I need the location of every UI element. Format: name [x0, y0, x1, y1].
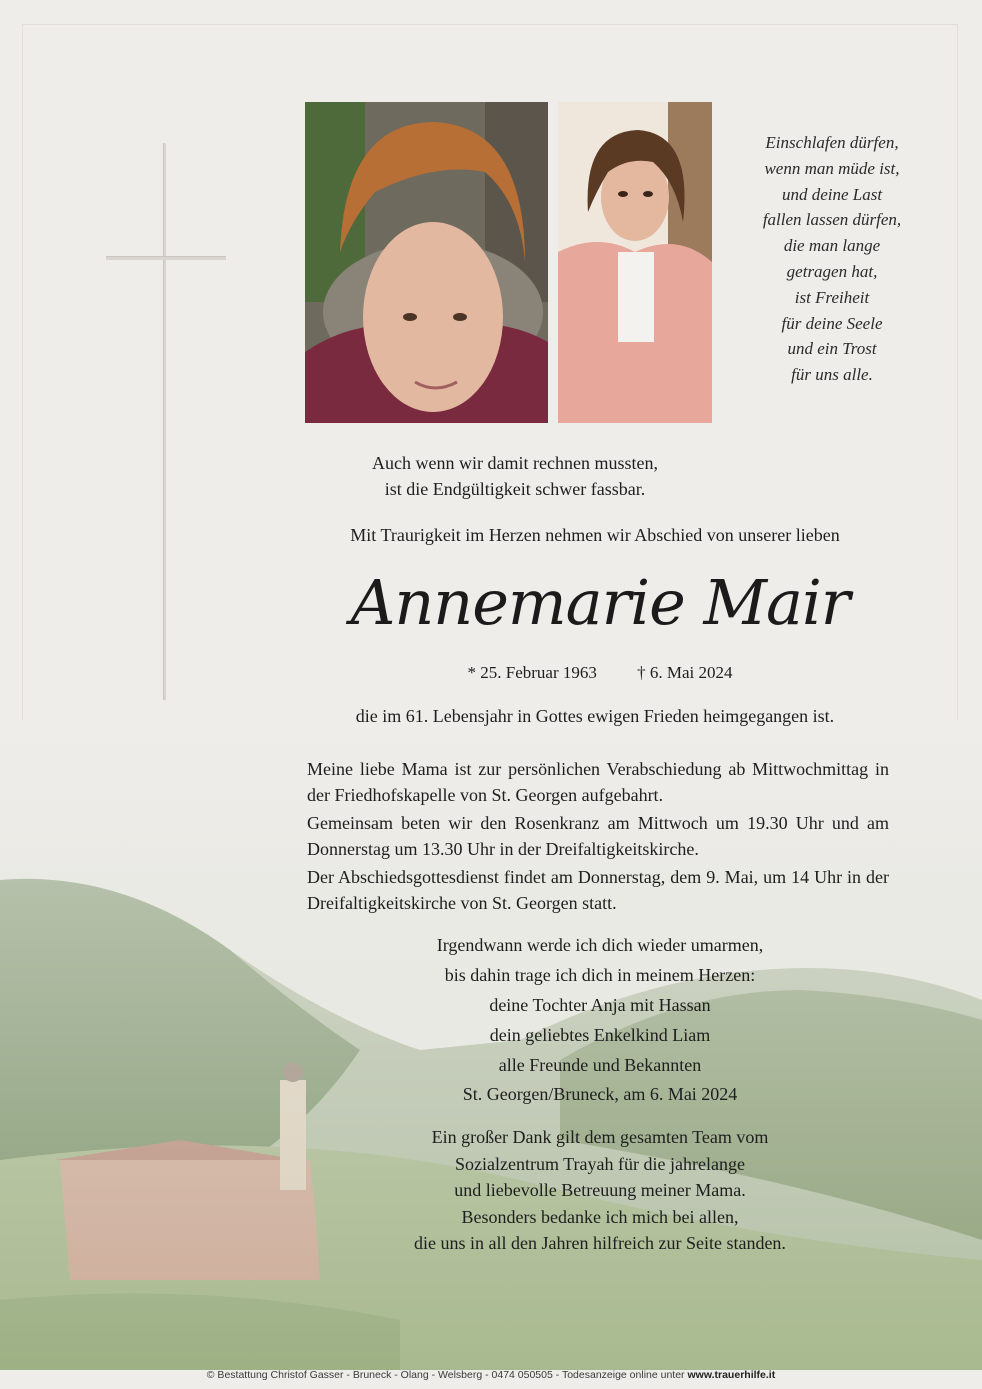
cross-vertical-bar	[163, 143, 166, 700]
mourner-line: dein geliebtes Enkelkind Liam	[489, 1025, 711, 1045]
footer-text: © Bestattung Christof Gasser - Bruneck - Olang - Welsberg - 0474 050505 - Todesanzeige online unter	[206, 1369, 685, 1381]
poem-line: die man lange	[783, 236, 881, 256]
detail-paragraph-viewing: Meine liebe Mama ist zur persönlichen Verabschiedung ab Mittwochmittag in der Friedhofskapelle von St. Georgen aufgebahrt.	[307, 759, 889, 805]
poem-line: und ein Trost	[787, 339, 877, 359]
poem-line: getragen hat,	[786, 261, 878, 281]
cross-horizontal-bar	[106, 256, 226, 260]
footer-url-link[interactable]: www.trauerhilfe.it	[687, 1369, 776, 1381]
death-date: † 6. Mai 2024	[637, 663, 733, 682]
detail-paragraph-mass: Der Abschiedsgottesdienst findet am Donnerstag, dem 9. Mai, um 14 Uhr in der Dreifaltigkeitskirche von St. Georgen statt.	[307, 867, 889, 913]
footer	[0, 1369, 982, 1381]
thanks-line: Besonders bedanke ich mich bei allen,	[461, 1206, 739, 1227]
intro-line-2: ist die Endgültigkeit schwer fassbar.	[384, 479, 646, 499]
poem-line: fallen lassen dürfen,	[762, 210, 902, 230]
thanks-line: Sozialzentrum Trayah für die jahrelange	[455, 1153, 745, 1174]
age-sentence: die im 61. Lebensjahr in Gottes ewigen Frieden heimgegangen ist.	[355, 706, 835, 726]
detail-paragraph-rosary: Gemeinsam beten wir den Rosenkranz am Mittwoch um 19.30 Uhr und am Donnerstag um 13.30 Uhr in der Dreifaltigkeitskirche.	[307, 813, 889, 859]
intro-line-1: Auch wenn wir damit rechnen mussten,	[372, 453, 658, 473]
poem	[742, 130, 922, 388]
thanks-block	[300, 1124, 900, 1257]
poem-line: wenn man müde ist,	[764, 158, 900, 178]
farewell-sentence: Mit Traurigkeit im Herzen nehmen wir Abschied von unserer lieben	[350, 525, 840, 545]
mourner-line: deine Tochter Anja mit Hassan	[489, 995, 711, 1015]
closing-line: bis dahin trage ich dich in meinem Herzen:	[444, 965, 756, 985]
poem-line: ist Freiheit	[794, 287, 870, 307]
poem-line: für uns alle.	[791, 365, 873, 385]
thanks-line: Ein großer Dank gilt dem gesamten Team vom	[431, 1127, 769, 1147]
intro-text	[305, 450, 725, 502]
closing-line: Irgendwann werde ich dich wieder umarmen,	[436, 935, 764, 955]
thanks-line: die uns in all den Jahren hilfreich zur Seite standen.	[414, 1233, 786, 1253]
thanks-line: und liebevolle Betreuung meiner Mama.	[454, 1180, 746, 1200]
poem-line: Einschlafen dürfen,	[765, 133, 899, 152]
poem-line: für deine Seele	[781, 313, 883, 333]
place-and-date: St. Georgen/Bruneck, am 6. Mai 2024	[462, 1084, 738, 1104]
service-details	[307, 756, 889, 918]
portrait-photo-recent	[305, 102, 548, 423]
portrait-photo-young	[558, 102, 712, 423]
life-dates	[420, 663, 780, 683]
poem-line: und deine Last	[781, 184, 883, 204]
mourners-block	[300, 930, 900, 1080]
birth-date: * 25. Februar 1963	[467, 663, 597, 682]
deceased-name: Annemarie Mair	[350, 566, 850, 639]
mourner-line: alle Freunde und Bekannten	[498, 1055, 702, 1075]
